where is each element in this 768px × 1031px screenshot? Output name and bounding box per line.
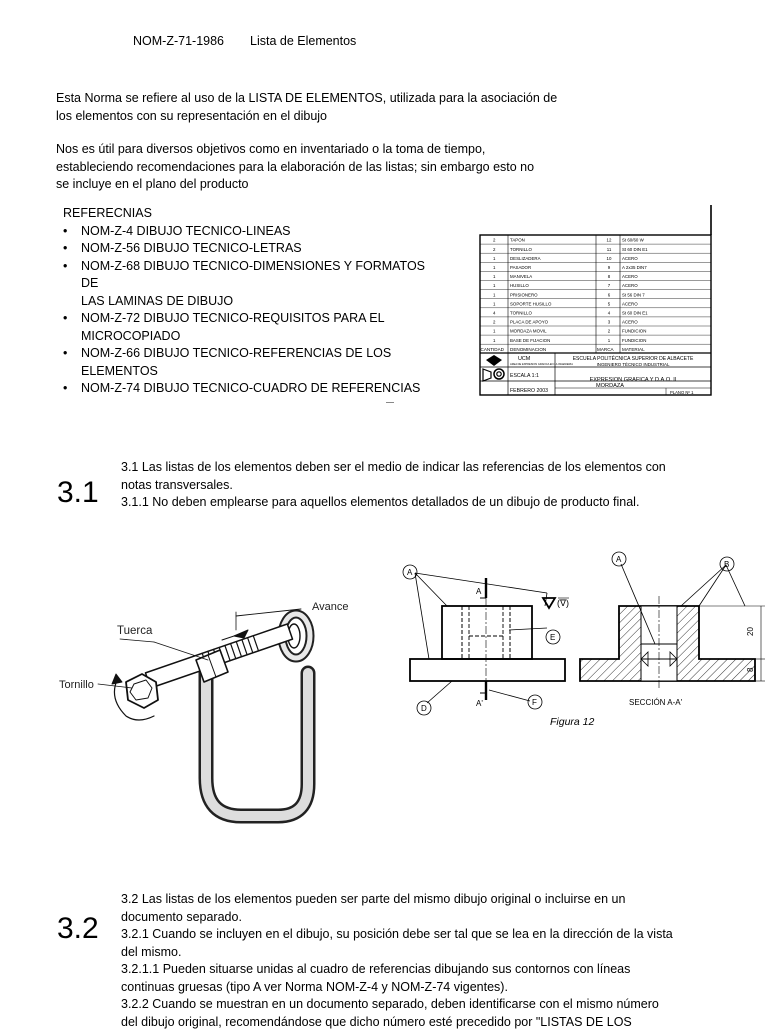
- table-cell: 1: [493, 265, 496, 270]
- table-header-cell: MATERIAL: [622, 347, 645, 352]
- label-tornillo: Tornillo: [59, 679, 94, 691]
- table-cell: 1: [493, 283, 496, 289]
- table-cell: St 60 DIN E1: [622, 246, 648, 252]
- table-cell: SOPORTE HUSILLO: [510, 301, 552, 307]
- callout-e: E: [550, 633, 556, 642]
- table-header-cell: MARCA: [597, 347, 614, 352]
- logo-text: UCM: [518, 356, 531, 362]
- callout-d: D: [421, 704, 427, 713]
- parts-list-table: [474, 205, 720, 397]
- table-cell: TORNILLO: [510, 310, 532, 316]
- norm-title: Lista de Elementos: [250, 34, 357, 48]
- intro-paragraph-2: Nos es útil para diversos objetivos como en inventariado o la toma de tiempo, estableciendo recomendaciones para la elaboración de las listas; sin embargo esto no se incluye en el plano del producto: [56, 142, 535, 191]
- table-cell: 1: [493, 328, 496, 334]
- table-cell: 1: [493, 337, 496, 343]
- degree-name: INGENIERO TÉCNICO INDUSTRIAL: [596, 362, 670, 367]
- table-cell: 10: [606, 255, 612, 261]
- callout-a: A: [407, 568, 413, 577]
- table-cell: 4: [607, 310, 611, 316]
- table-cell: PRISIONERO: [510, 292, 538, 298]
- table-cell: ACERO: [622, 274, 638, 280]
- section-figure: [397, 548, 768, 738]
- table-cell: 4: [493, 310, 496, 316]
- part-name: MORDAZA: [596, 383, 624, 389]
- label-tuerca: Tuerca: [117, 625, 153, 637]
- table-cell: PLACA DE APOYO: [510, 319, 549, 325]
- table-cell: 3: [607, 319, 611, 325]
- table-cell: A 2x35 DIN7: [622, 265, 647, 270]
- reference-item: • NOM-Z-56 DIBUJO TECNICO-LETRAS: [63, 240, 443, 258]
- logo-diamond-icon: [486, 355, 502, 366]
- logo-subtext: AREA DE EXPRESION GRAFICA EN LA INGENIERIA: [510, 363, 573, 366]
- table-cell: 1: [493, 274, 496, 280]
- table-cell: 9: [607, 265, 611, 270]
- table-cell: DESLIZADERA: [510, 255, 541, 261]
- reference-item: • NOM-Z-68 DIBUJO TECNICO-DIMENSIONES Y FORMATOS DE LAS LAMINAS DE DIBUJO: [63, 258, 443, 311]
- table-cell: 12: [606, 237, 612, 243]
- school-name: ESCUELA POLITÉCNICA SUPERIOR DE ALBACETE: [572, 356, 694, 362]
- table-cell: 2: [493, 246, 496, 252]
- finish-symbol: (∇): [557, 598, 570, 608]
- dimension-8: 8: [746, 667, 755, 672]
- table-cell: ACERO: [622, 301, 638, 307]
- table-cell: 8: [607, 274, 611, 280]
- table-cell: 2: [493, 319, 496, 325]
- callout-b: B: [724, 560, 730, 569]
- table-cell: BASE DE FIJACION: [510, 337, 551, 343]
- sheet-number: PLANO Nº 1: [670, 390, 694, 395]
- table-cell: 1: [607, 337, 611, 343]
- section-number: 3.1: [57, 476, 99, 509]
- table-cell: HUSILLO: [510, 283, 529, 289]
- table-cell: St 56 DIN 7: [622, 292, 645, 298]
- table-cell: 2: [493, 237, 496, 243]
- date-text: FEBRERO 2003: [510, 388, 549, 394]
- projection-symbol-icon: [483, 369, 491, 381]
- section-3-2-text: 3.2 Las listas de los elementos pueden ser parte del mismo dibujo original o incluirse en un documento separado. 3.2.1 Cuando se incluyen en el dibujo, su posición debe ser tal que se lea en la dirección de la vista del mismo. 3.2.1.1 Pueden situarse unidas al cuadro de referencias dibujando sus contornos con líneas continuas gruesas (tipo A ver Norma NOM-Z-4 y NOM-Z-74 vigentes). 3.2.2 Cuando se muestran en un documento separado, deben identificarse con el mismo número del dibujo original, recomendándose que dicho número esté precedido por "LISTAS DE LOS: [121, 892, 673, 1029]
- reference-item: • NOM-Z-4 DIBUJO TECNICO-LINEAS: [63, 223, 443, 241]
- table-header-cell: DENOMINACION: [510, 347, 547, 352]
- table-cell: 1: [493, 292, 496, 298]
- table-cell: St 60 DIN E1: [622, 310, 648, 316]
- table-cell: St 60/60 W: [622, 237, 644, 243]
- section-label: SECCIÓN A-A': [629, 698, 683, 707]
- table-cell: TAPON: [510, 237, 525, 243]
- table-cell: 2: [607, 328, 611, 334]
- reference-item: • NOM-Z-72 DIBUJO TECNICO-REQUISITOS PARA EL MICROCOPIADO: [63, 310, 443, 345]
- document-header: [133, 34, 356, 48]
- table-cell: MORDAZA MOVIL: [510, 328, 547, 334]
- dimension-20: 20: [746, 627, 755, 636]
- clamp-illustration: [56, 588, 356, 828]
- callout-a-section: A: [616, 555, 622, 564]
- references-heading: REFERECNIAS: [63, 206, 152, 220]
- intro-paragraph-1: Esta Norma se refiere al uso de la LISTA DE ELEMENTOS, utilizada para la asociación de los elementos con su representación en el dibujo: [56, 91, 558, 123]
- table-cell: ACERO: [622, 283, 638, 289]
- cut-label-top: A: [476, 587, 482, 596]
- subject-text: EXPRESION GRAFICA Y D.A.O. II: [589, 377, 677, 383]
- label-avance: Avance: [312, 601, 349, 613]
- reference-item: • NOM-Z-74 DIBUJO TECNICO-CUADRO DE REFERENCIAS: [63, 380, 443, 398]
- stray-mark: [386, 402, 394, 403]
- table-cell: FUNDICION: [622, 328, 647, 334]
- references-list: [63, 205, 443, 398]
- callout-f: F: [532, 698, 537, 707]
- figure-caption: Figura 12: [550, 716, 595, 728]
- section-3-1-text: 3.1 Las listas de los elementos deben ser el medio de indicar las referencias de los elementos con notas transversales. 3.1.1 No deben emplearse para aquellos elementos detallados de un dibujo de producto final.: [121, 460, 666, 509]
- table-header-cell: CANTIDAD: [480, 347, 504, 352]
- table-cell: FUNDICION: [622, 337, 647, 343]
- reference-item: • NOM-Z-66 DIBUJO TECNICO-REFERENCIAS DE LOS ELEMENTOS: [63, 345, 443, 380]
- table-cell: 5: [607, 301, 611, 307]
- table-cell: TORNILLO: [510, 246, 532, 252]
- scale-text: ESCALA 1:1: [510, 373, 539, 379]
- table-cell: 1: [493, 301, 496, 307]
- section-number: 3.2: [57, 912, 99, 945]
- title-block: [483, 355, 694, 395]
- table-cell: ACERO: [622, 319, 638, 325]
- table-cell: 1: [493, 255, 496, 261]
- norm-code: NOM-Z-71-1986: [133, 34, 224, 48]
- table-cell: MANIVELA: [510, 274, 533, 280]
- table-cell: PASADOR: [510, 265, 532, 270]
- table-cell: 6: [607, 292, 611, 298]
- table-cell: 7: [607, 283, 611, 289]
- table-cell: 11: [606, 246, 612, 252]
- cut-label-bottom: A': [476, 699, 483, 708]
- table-cell: ACERO: [622, 255, 638, 261]
